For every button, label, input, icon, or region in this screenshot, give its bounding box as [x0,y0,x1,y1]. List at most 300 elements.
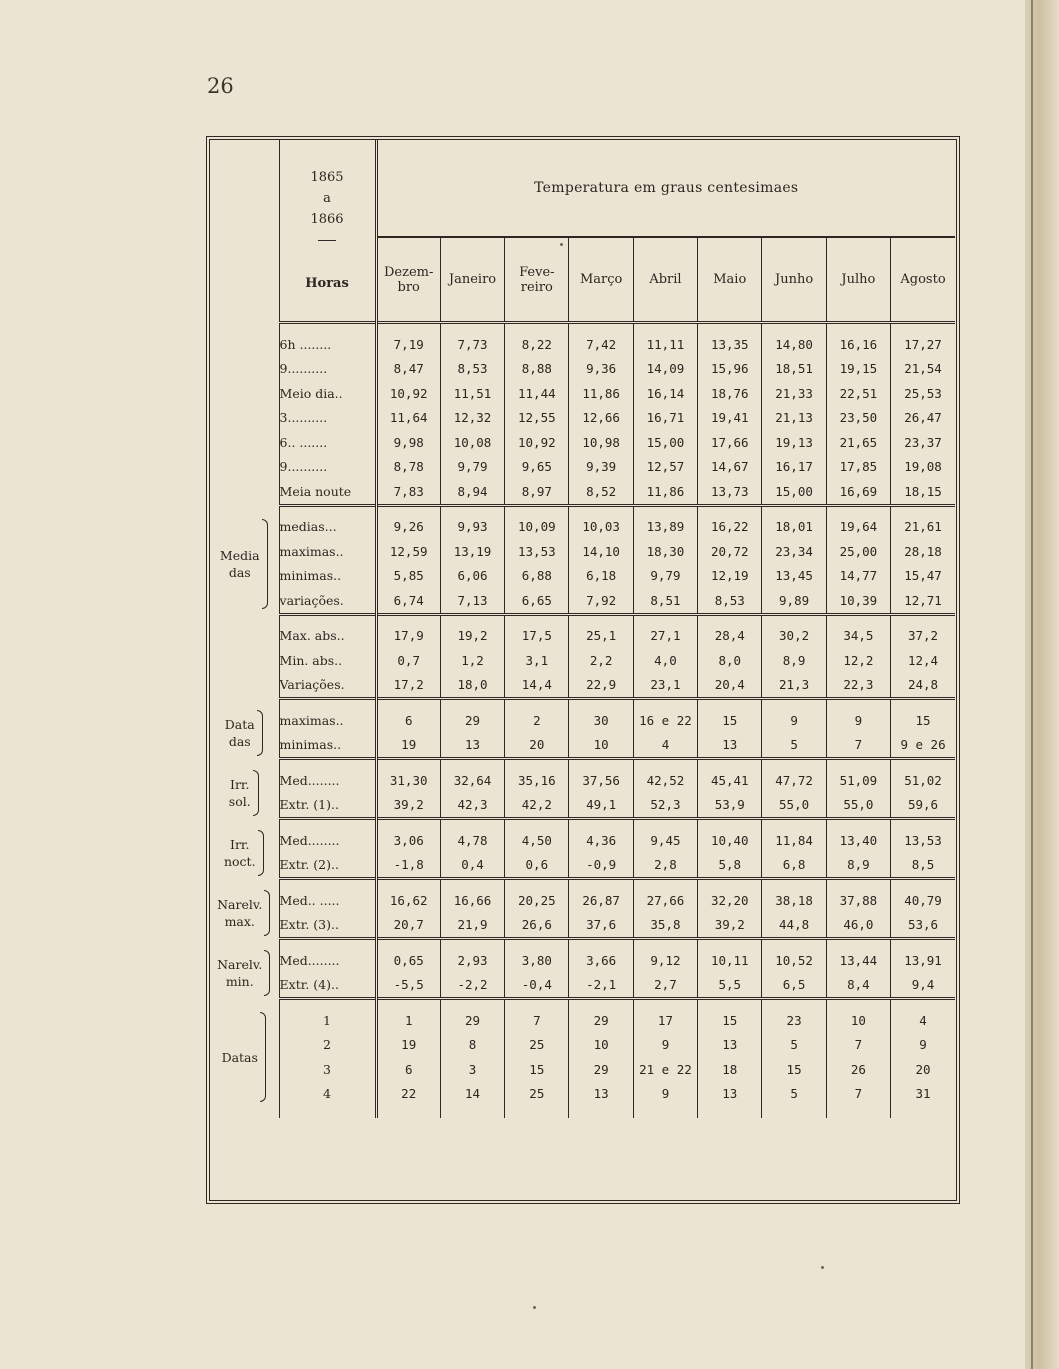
value-cell: -2,1 [569,973,633,999]
value-cell: 14,67 [698,455,762,480]
value-cell: 26,6 [505,913,569,939]
row-label: Med.. ..... [279,888,376,913]
hours-label: Horas [305,275,349,291]
value-cell: 15 [505,1057,569,1082]
value-cell: 13,53 [891,828,955,853]
value-cell: 11,86 [569,381,633,406]
value-cell: 7 [826,733,890,759]
value-cell: 7,19 [376,332,440,357]
month-header: Maio [698,237,762,323]
value-cell: 13,35 [698,332,762,357]
value-cell: 10 [826,1008,890,1033]
value-cell: 8,97 [505,479,569,505]
table-row [209,793,955,819]
value-cell: 13 [698,1033,762,1058]
value-cell: 53,6 [891,913,955,939]
month-header: Agosto [891,237,955,323]
value-cell: 29 [569,1057,633,1082]
value-cell: 17 [633,1008,697,1033]
section-separator [209,505,955,515]
row-label: Extr. (1).. [279,793,376,819]
paper-speck [560,243,563,246]
value-cell: 31,30 [376,768,440,793]
row-label: 9.......... [279,455,376,480]
value-cell: 5 [762,1082,826,1107]
row-label: 3 [279,1057,376,1082]
value-cell: 19,08 [891,455,955,480]
value-cell: 10,39 [826,588,890,614]
value-cell: 13,73 [698,479,762,505]
value-cell: 9,93 [440,515,504,540]
value-cell: 35,16 [505,768,569,793]
value-cell: 10,08 [440,430,504,455]
month-header: Dezem- bro [376,237,440,323]
value-cell: 42,52 [633,768,697,793]
table-row [209,1008,955,1033]
value-cell: 31 [891,1082,955,1107]
value-cell: 10 [569,733,633,759]
table-row [209,1057,955,1082]
value-cell: 9 [633,1082,697,1107]
value-cell: 25,53 [891,381,955,406]
table-row [209,888,955,913]
group-label [209,332,279,505]
row-label: Variações. [279,673,376,699]
value-cell: 9,4 [891,973,955,999]
value-cell: 8,47 [376,357,440,382]
corner-cell [209,139,279,237]
value-cell: 10,92 [376,381,440,406]
value-cell: 16,17 [762,455,826,480]
brace-icon [264,890,270,936]
section-separator [209,323,955,333]
value-cell: 15 [698,1008,762,1033]
value-cell: 40,79 [891,888,955,913]
table-row [209,406,955,431]
month-header: Feve- reiro [505,237,569,323]
header-dash [280,230,375,251]
value-cell: 7,42 [569,332,633,357]
section-separator [209,939,955,949]
value-cell: 11,51 [440,381,504,406]
value-cell: 9,79 [440,455,504,480]
value-cell: 4,0 [633,648,697,673]
value-cell: 15,96 [698,357,762,382]
value-cell: 6 [376,1057,440,1082]
value-cell: 49,1 [569,793,633,819]
value-cell: 12,2 [826,648,890,673]
value-cell: 14,10 [569,539,633,564]
value-cell: 45,41 [698,768,762,793]
value-cell: 22,51 [826,381,890,406]
value-cell: 11,64 [376,406,440,431]
value-cell: 9 [633,1033,697,1058]
value-cell: 5 [762,1033,826,1058]
value-cell: 13 [698,733,762,759]
month-header: Julho [826,237,890,323]
value-cell: 12,59 [376,539,440,564]
value-cell: 28,4 [698,624,762,649]
row-label: Max. abs.. [279,624,376,649]
value-cell: -1,8 [376,853,440,879]
group-label: Irr. sol. [209,768,279,819]
section-separator [209,759,955,769]
value-cell: 8,51 [633,588,697,614]
table-row [209,624,955,649]
value-cell: 21,3 [762,673,826,699]
value-cell: 24,8 [891,673,955,699]
value-cell: 19,2 [440,624,504,649]
value-cell: 9 e 26 [891,733,955,759]
value-cell: 21,65 [826,430,890,455]
value-cell: 2,8 [633,853,697,879]
value-cell: 38,18 [762,888,826,913]
group-label: Narelv. min. [209,948,279,999]
value-cell: 17,85 [826,455,890,480]
value-cell: 29 [569,1008,633,1033]
value-cell: 12,32 [440,406,504,431]
value-cell: 19,41 [698,406,762,431]
value-cell: 26 [826,1057,890,1082]
value-cell: 9,36 [569,357,633,382]
value-cell: 9,79 [633,564,697,589]
table-row [209,564,955,589]
value-cell: 6,8 [762,853,826,879]
value-cell: 8 [440,1033,504,1058]
value-cell: 23,1 [633,673,697,699]
value-cell: 19,15 [826,357,890,382]
value-cell: 23,37 [891,430,955,455]
row-label: variações. [279,588,376,614]
value-cell: 10,52 [762,948,826,973]
value-cell: -2,2 [440,973,504,999]
value-cell: 12,55 [505,406,569,431]
value-cell: 8,53 [698,588,762,614]
value-cell: 8,9 [826,853,890,879]
value-cell: 55,0 [826,793,890,819]
value-cell: 1,2 [440,648,504,673]
value-cell: 39,2 [376,793,440,819]
row-label: Med........ [279,948,376,973]
value-cell: 13 [440,733,504,759]
row-label: 6h ........ [279,332,376,357]
row-label: 1 [279,1008,376,1033]
value-cell: 5,5 [698,973,762,999]
value-cell: 12,57 [633,455,697,480]
value-cell: 20,7 [376,913,440,939]
value-cell: 9,65 [505,455,569,480]
table-body [209,139,955,1118]
value-cell: 14,77 [826,564,890,589]
value-cell: 6,88 [505,564,569,589]
value-cell: 8,4 [826,973,890,999]
row-label: 2 [279,1033,376,1058]
value-cell: 2,93 [440,948,504,973]
table-row [209,913,955,939]
value-cell: 10,09 [505,515,569,540]
value-cell: 10 [569,1033,633,1058]
paper-speck [821,1266,824,1269]
table-row [209,430,955,455]
row-label: Meia noute [279,479,376,505]
brace-icon [258,830,264,876]
table-row [209,357,955,382]
value-cell: 7,83 [376,479,440,505]
value-cell: 25 [505,1033,569,1058]
section-separator [209,614,955,624]
row-label: minimas.. [279,733,376,759]
value-cell: 22,9 [569,673,633,699]
value-cell: 10,92 [505,430,569,455]
value-cell: 0,65 [376,948,440,973]
table-row [209,588,955,614]
value-cell: 9 [891,1033,955,1058]
group-label: Data das [209,708,279,759]
value-cell: 9,89 [762,588,826,614]
section-separator [209,819,955,829]
value-cell: 22 [376,1082,440,1107]
value-cell: 15 [762,1057,826,1082]
value-cell: 14,09 [633,357,697,382]
table-row [209,673,955,699]
value-cell: 18,01 [762,515,826,540]
value-cell: 4,50 [505,828,569,853]
value-cell: 18,0 [440,673,504,699]
value-cell: 37,56 [569,768,633,793]
value-cell: 13,89 [633,515,697,540]
value-cell: 4,78 [440,828,504,853]
value-cell: 5,8 [698,853,762,879]
row-label: 3.......... [279,406,376,431]
value-cell: 20,25 [505,888,569,913]
value-cell: 21,9 [440,913,504,939]
value-cell: 13,45 [762,564,826,589]
value-cell: 19 [376,733,440,759]
value-cell: 8,53 [440,357,504,382]
table-row [209,539,955,564]
value-cell: 20,4 [698,673,762,699]
section-separator [209,699,955,709]
value-cell: 42,3 [440,793,504,819]
value-cell: 15 [891,708,955,733]
value-cell: 37,2 [891,624,955,649]
table-row [209,332,955,357]
value-cell: 10,98 [569,430,633,455]
row-label: Extr. (3).. [279,913,376,939]
value-cell: 9 [762,708,826,733]
value-cell: 39,2 [698,913,762,939]
value-cell: 9,98 [376,430,440,455]
value-cell: 8,52 [569,479,633,505]
row-label: Meio dia.. [279,381,376,406]
value-cell: 29 [440,1008,504,1033]
row-label: Med........ [279,768,376,793]
value-cell: 16,66 [440,888,504,913]
row-label: maximas.. [279,708,376,733]
value-cell: 16,69 [826,479,890,505]
value-cell: 12,66 [569,406,633,431]
value-cell: 1 [376,1008,440,1033]
brace-icon [257,710,263,756]
year-to: 1866 [310,211,344,227]
group-label [209,624,279,699]
value-cell: 3,80 [505,948,569,973]
value-cell: 25 [505,1082,569,1107]
value-cell: 7 [826,1033,890,1058]
value-cell: 14,80 [762,332,826,357]
table-row [209,733,955,759]
value-cell: -5,5 [376,973,440,999]
month-header: Abril [633,237,697,323]
brace-icon [262,519,268,609]
value-cell: 21,13 [762,406,826,431]
value-cell: 30,2 [762,624,826,649]
value-cell: 53,9 [698,793,762,819]
table-row [209,828,955,853]
page-edge [1025,0,1059,1369]
value-cell: 18 [698,1057,762,1082]
value-cell: 25,1 [569,624,633,649]
value-cell: 25,00 [826,539,890,564]
value-cell: 10,40 [698,828,762,853]
value-cell: 0,4 [440,853,504,879]
brace-icon [260,1012,266,1102]
value-cell: 11,11 [633,332,697,357]
row-label: minimas.. [279,564,376,589]
value-cell: 30 [569,708,633,733]
table-row [209,973,955,999]
value-cell: 6,65 [505,588,569,614]
value-cell: 42,2 [505,793,569,819]
value-cell: 9 [826,708,890,733]
value-cell: 16,62 [376,888,440,913]
table-row [209,455,955,480]
brace-icon [253,770,259,816]
value-cell: 28,18 [891,539,955,564]
group-label: Irr. noct. [209,828,279,879]
value-cell: 17,27 [891,332,955,357]
value-cell: 12,71 [891,588,955,614]
value-cell: 3 [440,1057,504,1082]
brace-icon [264,950,270,996]
value-cell: 18,30 [633,539,697,564]
value-cell: 13,40 [826,828,890,853]
value-cell: 9,45 [633,828,697,853]
value-cell: 8,94 [440,479,504,505]
value-cell: 13,19 [440,539,504,564]
value-cell: 6,74 [376,588,440,614]
value-cell: 8,22 [505,332,569,357]
value-cell: 11,44 [505,381,569,406]
value-cell: 23 [762,1008,826,1033]
value-cell: 23,50 [826,406,890,431]
value-cell: 13 [569,1082,633,1107]
value-cell: 51,02 [891,768,955,793]
temperature-title: Temperatura em graus centesimaes [376,139,955,237]
value-cell: 51,09 [826,768,890,793]
value-cell: 8,88 [505,357,569,382]
value-cell: 16,14 [633,381,697,406]
year-from: 1865 [310,169,344,185]
month-header: Junho [762,237,826,323]
value-cell: 5,85 [376,564,440,589]
value-cell: 11,86 [633,479,697,505]
value-cell: 7 [505,1008,569,1033]
value-cell: 9,12 [633,948,697,973]
table-row [209,768,955,793]
value-cell: 47,72 [762,768,826,793]
value-cell: 15,00 [633,430,697,455]
table-footer [209,1106,955,1118]
table-row [209,1082,955,1107]
value-cell: 19,64 [826,515,890,540]
value-cell: 0,6 [505,853,569,879]
value-cell: 3,1 [505,648,569,673]
value-cell: 59,6 [891,793,955,819]
value-cell: 27,66 [633,888,697,913]
value-cell: 10,11 [698,948,762,973]
row-label: Min. abs.. [279,648,376,673]
value-cell: -0,4 [505,973,569,999]
value-cell: 16,22 [698,515,762,540]
value-cell: 14,4 [505,673,569,699]
value-cell: 27,1 [633,624,697,649]
corner-cell-2 [209,237,279,323]
value-cell: 20 [505,733,569,759]
value-cell: 19 [376,1033,440,1058]
group-label: Narelv. max. [209,888,279,939]
row-label: Extr. (4).. [279,973,376,999]
value-cell: 55,0 [762,793,826,819]
value-cell: 26,87 [569,888,633,913]
value-cell: 44,8 [762,913,826,939]
page-number: 26 [207,74,234,98]
value-cell: 12,19 [698,564,762,589]
value-cell: 22,3 [826,673,890,699]
value-cell: 9,26 [376,515,440,540]
row-label: maximas.. [279,539,376,564]
value-cell: 13 [698,1082,762,1107]
temperature-table [209,139,955,1118]
value-cell: 3,66 [569,948,633,973]
value-cell: 7,13 [440,588,504,614]
value-cell: 16,16 [826,332,890,357]
value-cell: 20 [891,1057,955,1082]
value-cell: 12,4 [891,648,955,673]
value-cell: 15,00 [762,479,826,505]
value-cell: 14 [440,1082,504,1107]
value-cell: 52,3 [633,793,697,819]
row-label: Extr. (2).. [279,853,376,879]
value-cell: 18,76 [698,381,762,406]
month-header: Março [569,237,633,323]
value-cell: 20,72 [698,539,762,564]
value-cell: 9,39 [569,455,633,480]
value-cell: 13,44 [826,948,890,973]
value-cell: 32,64 [440,768,504,793]
value-cell: 5 [762,733,826,759]
value-cell: 15,47 [891,564,955,589]
row-label: Med........ [279,828,376,853]
value-cell: 6,5 [762,973,826,999]
value-cell: 23,34 [762,539,826,564]
value-cell: 35,8 [633,913,697,939]
value-cell: 13,53 [505,539,569,564]
row-label: 9.......... [279,357,376,382]
value-cell: 21,33 [762,381,826,406]
value-cell: 4 [891,1008,955,1033]
table-row [209,515,955,540]
